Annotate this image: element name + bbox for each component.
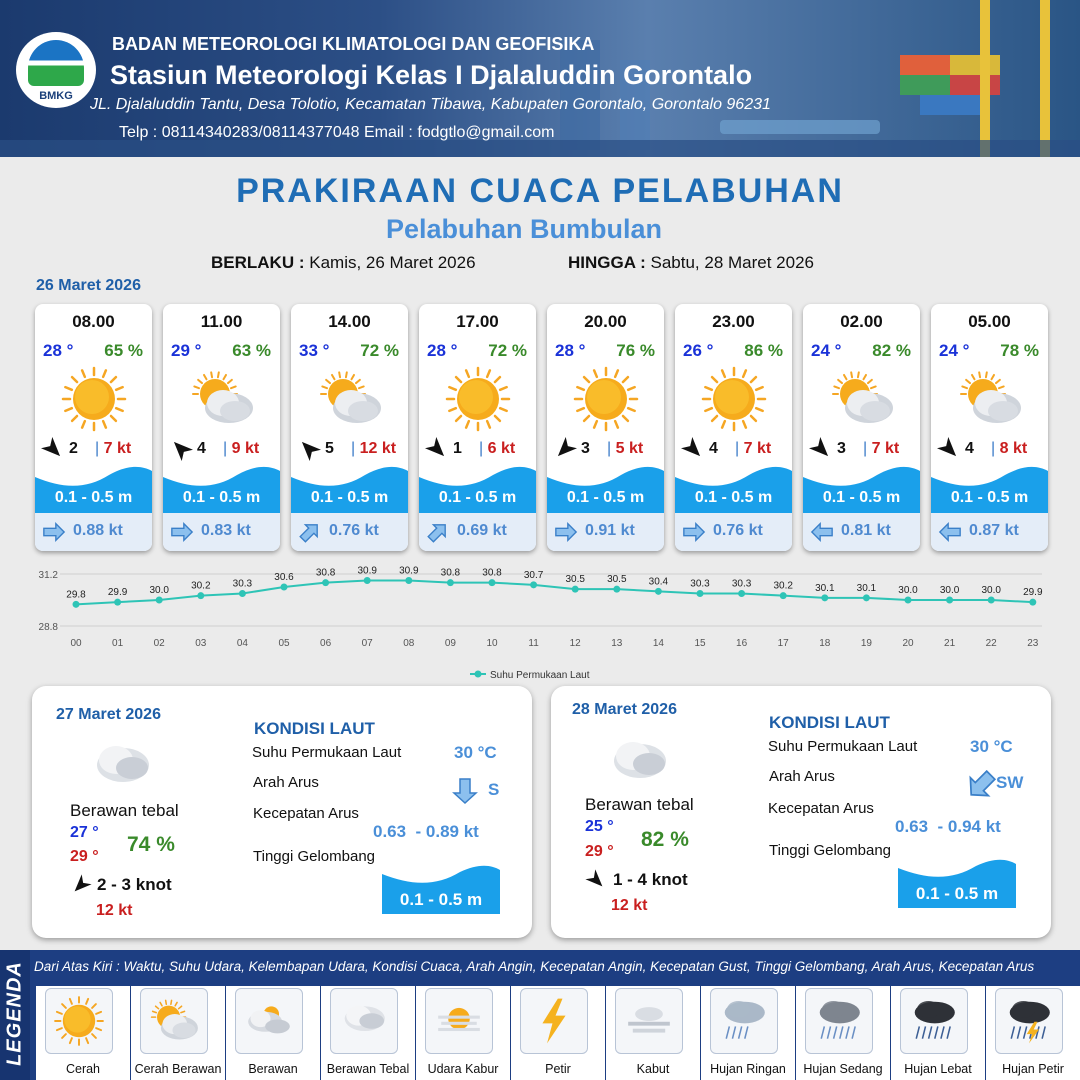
card-current-speed: 0.83 kt (201, 522, 251, 539)
sst-value: 30 °C (970, 737, 1013, 756)
partly-cloudy-icon (187, 366, 257, 432)
panel-humidity: 82 % (641, 828, 689, 851)
legend-item-label: Kabut (636, 1062, 670, 1076)
data-point (156, 597, 163, 604)
thunderstorm-icon (995, 988, 1063, 1054)
current-direction-value: SW (996, 773, 1024, 792)
legend-item-label: Cerah (65, 1062, 101, 1076)
card-wind (425, 437, 531, 461)
card-humidity: 63 % (232, 341, 271, 360)
data-label: 30.2 (773, 580, 793, 592)
x-tick-label: 02 (153, 638, 165, 649)
card-temperature: 29 ° (171, 341, 202, 360)
overcast-icon (90, 738, 154, 793)
legend-label: Suhu Permukaan Laut (490, 670, 590, 681)
card-time: 20.00 (584, 312, 627, 331)
legend-item-label: Berawan Tebal (326, 1062, 410, 1076)
data-point (489, 579, 496, 586)
x-tick-label: 21 (944, 638, 956, 649)
panel-condition: Berawan tebal (585, 795, 694, 814)
agency-name: BADAN METEOROLOGI KLIMATOLOGI DAN GEOFISIKA (112, 34, 595, 54)
x-tick-label: 16 (736, 638, 748, 649)
data-label: 30.9 (399, 565, 419, 577)
legend-item (606, 986, 700, 1080)
x-tick-label: 10 (486, 638, 498, 649)
data-label: 30.0 (898, 585, 918, 596)
card-wind (681, 437, 787, 461)
wave-label: Tinggi Gelombang (253, 848, 376, 865)
day-panel-28 (551, 686, 1051, 938)
partly-cloudy-icon (140, 988, 208, 1054)
legend-item (416, 986, 510, 1080)
legend-item-label: Hujan Petir (1002, 1062, 1064, 1076)
valid-until: HINGGA : Sabtu, 28 Maret 2026 (568, 253, 815, 272)
cloudy-icon (235, 988, 303, 1054)
card-humidity: 76 % (616, 341, 655, 360)
card-current-speed: 0.81 kt (841, 522, 891, 539)
card-current (675, 513, 792, 551)
kondisi-laut-title: KONDISI LAUT (254, 719, 375, 738)
legend-item (36, 986, 130, 1080)
day1-date: 26 Maret 2026 (36, 277, 141, 294)
card-current (931, 513, 1048, 551)
card-wind-speed: 2 (69, 440, 78, 457)
data-label: 30.3 (731, 578, 752, 590)
card-wind (297, 437, 403, 461)
card-wave-height: 0.1 - 0.5 m (310, 489, 389, 506)
card-current-speed: 0.88 kt (73, 522, 123, 539)
data-point (946, 597, 953, 604)
data-label: 30.1 (815, 582, 835, 594)
x-tick-label: 08 (403, 638, 415, 649)
data-label: 30.0 (149, 585, 169, 596)
data-point (114, 599, 121, 606)
card-temperature: 28 ° (43, 341, 74, 360)
legend-title: LEGENDA (3, 961, 26, 1066)
sun-icon (699, 366, 769, 432)
card-humidity: 86 % (744, 341, 783, 360)
data-label: 30.8 (315, 567, 336, 579)
day-panel-27 (32, 686, 532, 938)
card-current (803, 513, 920, 551)
card-current (163, 513, 280, 551)
card-wind-speed: 1 (453, 440, 462, 457)
legend-item-label: Hujan Ringan (710, 1062, 786, 1076)
station-contact: Telp : 08114340283/08114377048 Email : fodgtlo@gmail.com (119, 124, 555, 141)
card-wave-height: 0.1 - 0.5 m (822, 489, 901, 506)
data-label: 30.2 (191, 580, 211, 592)
card-wind (553, 437, 659, 461)
partly-cloudy-icon (955, 366, 1025, 432)
forecast-card (547, 304, 664, 551)
partly-cloudy-icon (315, 366, 385, 432)
data-label: 30.8 (440, 567, 461, 579)
wind-direction-icon (41, 437, 65, 461)
card-time: 05.00 (968, 312, 1011, 331)
forecast-card (419, 304, 536, 551)
panel-wind: 1 - 4 knot (613, 870, 688, 889)
overcast-icon (330, 988, 398, 1054)
x-tick-label: 22 (985, 638, 997, 649)
wind-direction-icon (809, 437, 833, 461)
legend-item (131, 986, 225, 1080)
current-direction-icon (810, 521, 834, 543)
wave-label: Tinggi Gelombang (769, 842, 892, 859)
card-wave-height: 0.1 - 0.5 m (438, 489, 517, 506)
light-rain-icon (710, 988, 778, 1054)
haze-icon (425, 988, 493, 1054)
card-wave-height: 0.1 - 0.5 m (182, 489, 261, 506)
card-wind-speed: 3 (837, 440, 846, 457)
current-direction-value: S (488, 780, 500, 799)
data-label: 30.4 (648, 576, 669, 588)
sun-icon (45, 988, 113, 1054)
card-current-speed: 0.87 kt (969, 522, 1019, 539)
legend-item (226, 986, 320, 1080)
data-label: 29.8 (66, 589, 86, 601)
card-temperature: 26 ° (683, 341, 714, 360)
card-humidity: 82 % (872, 341, 911, 360)
card-wave-height: 0.1 - 0.5 m (950, 489, 1029, 506)
legend-item-label: Udara Kabur (427, 1062, 499, 1076)
card-gust: | 6 kt (479, 440, 516, 457)
data-point (447, 579, 454, 586)
wind-direction-icon (425, 437, 449, 461)
data-label: 30.9 (357, 565, 377, 577)
data-point (239, 590, 246, 597)
card-temperature: 24 ° (811, 341, 842, 360)
forecast-card (163, 304, 280, 551)
wind-direction-icon (937, 437, 961, 461)
panel-gust: 12 kt (96, 902, 133, 919)
x-tick-label: 04 (236, 638, 248, 649)
data-point (364, 577, 371, 584)
panel-humidity: 74 % (127, 833, 175, 856)
panel-date: 28 Maret 2026 (572, 701, 677, 718)
current-speed-value: 0.63 - 0.94 kt (895, 817, 1001, 836)
bmkg-logo: BMKG (16, 32, 96, 108)
card-wind-speed: 5 (325, 440, 334, 457)
card-humidity: 78 % (1000, 341, 1039, 360)
card-current-speed: 0.91 kt (585, 522, 635, 539)
data-point (281, 584, 288, 591)
data-point (197, 592, 204, 599)
data-label: 30.3 (690, 578, 710, 590)
legend-item (701, 986, 795, 1080)
data-label: 30.5 (607, 574, 627, 586)
card-gust: | 7 kt (95, 440, 132, 457)
overcast-icon (607, 734, 671, 789)
data-point (863, 594, 870, 601)
data-label: 30.7 (523, 569, 544, 581)
legend-item (321, 986, 415, 1080)
card-wind (169, 437, 275, 461)
card-temperature: 28 ° (555, 341, 586, 360)
current-direction-label: Arah Arus (769, 768, 835, 785)
data-label: 30.5 (565, 574, 585, 586)
current-speed-label: Kecepatan Arus (768, 800, 874, 817)
sst-chart (0, 560, 1080, 688)
x-tick-label: 13 (611, 638, 623, 649)
x-tick-label: 05 (278, 638, 290, 649)
data-label: 30.8 (482, 567, 502, 579)
current-direction-icon (554, 521, 578, 543)
fog-icon (615, 988, 683, 1054)
legend-item-label: Berawan (248, 1062, 298, 1076)
legend-item (986, 986, 1080, 1080)
card-wind-speed: 3 (581, 440, 590, 457)
header-banner (0, 0, 1080, 157)
current-direction-icon (682, 521, 706, 543)
legend-sidebar (0, 950, 30, 1080)
data-point (322, 579, 329, 586)
card-time: 23.00 (712, 312, 755, 331)
forecast-card (291, 304, 408, 551)
card-wave-height: 0.1 - 0.5 m (566, 489, 645, 506)
x-tick-label: 11 (528, 638, 539, 649)
card-humidity: 65 % (104, 341, 143, 360)
legend-item-label: Cerah Berawan (134, 1062, 222, 1076)
card-time: 11.00 (200, 312, 243, 331)
panel-temp-min: 25 ° (585, 818, 614, 835)
wind-direction-icon (681, 437, 705, 461)
sun-icon (59, 366, 129, 432)
card-wind (937, 437, 1043, 461)
data-point (572, 586, 579, 593)
current-direction-icon (170, 521, 194, 543)
data-label: 30.0 (939, 585, 960, 596)
panel-condition: Berawan tebal (70, 801, 179, 820)
card-gust: | 5 kt (607, 440, 644, 457)
legend-item (511, 986, 605, 1080)
wind-direction-icon (585, 869, 607, 891)
y-tick-label: 31.2 (38, 570, 58, 581)
x-tick-label: 06 (320, 638, 332, 649)
panel-date: 27 Maret 2026 (56, 706, 161, 723)
current-direction-icon (966, 770, 996, 800)
panel-temp-max: 29 ° (70, 848, 99, 865)
x-tick-label: 17 (777, 638, 789, 649)
legend-item (796, 986, 890, 1080)
forecast-card (35, 304, 152, 551)
x-tick-label: 03 (195, 638, 207, 649)
sst-label: Suhu Permukaan Laut (252, 744, 402, 761)
card-time: 17.00 (456, 312, 499, 331)
x-tick-label: 23 (1027, 638, 1039, 649)
card-time: 14.00 (328, 312, 371, 331)
card-wind (41, 437, 147, 461)
card-wave-height: 0.1 - 0.5 m (54, 489, 133, 506)
sun-icon (571, 366, 641, 432)
data-label: 29.9 (1023, 587, 1043, 599)
card-wind-speed: 4 (965, 440, 974, 457)
card-gust: | 7 kt (863, 440, 900, 457)
legend-item (891, 986, 985, 1080)
wave-value: 0.1 - 0.5 m (915, 884, 999, 903)
card-current (291, 513, 408, 551)
x-tick-label: 18 (819, 638, 831, 649)
sst-label: Suhu Permukaan Laut (768, 738, 918, 755)
card-current-speed: 0.69 kt (457, 522, 507, 539)
current-direction-icon (42, 521, 66, 543)
data-label: 30.0 (981, 585, 1001, 596)
x-tick-label: 07 (361, 638, 373, 649)
card-humidity: 72 % (360, 341, 399, 360)
card-wave-height: 0.1 - 0.5 m (694, 489, 773, 506)
card-time: 02.00 (840, 312, 883, 331)
card-gust: | 7 kt (735, 440, 772, 457)
current-speed-value: 0.63 - 0.89 kt (373, 822, 479, 841)
x-tick-label: 00 (70, 638, 82, 649)
sun-icon (443, 366, 513, 432)
card-gust: | 8 kt (991, 440, 1028, 457)
kondisi-laut-title: KONDISI LAUT (769, 713, 890, 732)
panel-wind: 2 - 3 knot (97, 875, 172, 894)
card-current (35, 513, 152, 551)
y-tick-label: 28.8 (38, 622, 58, 633)
data-point (988, 597, 995, 604)
station-address: JL. Djalaluddin Tantu, Desa Tolotio, Kecamatan Tibawa, Kabupaten Gorontalo, Gorontalo 96231 (90, 96, 771, 113)
port-name: Pelabuhan Bumbulan (385, 214, 663, 244)
data-label: 29.9 (107, 587, 128, 599)
x-tick-label: 15 (694, 638, 706, 649)
legend-item-label: Hujan Lebat (904, 1062, 972, 1076)
current-speed-label: Kecepatan Arus (253, 805, 359, 822)
card-current-speed: 0.76 kt (713, 522, 763, 539)
data-point (780, 592, 787, 599)
legend-marker (475, 671, 482, 678)
lightning-icon (520, 988, 588, 1054)
card-temperature: 33 ° (299, 341, 330, 360)
data-point (530, 581, 537, 588)
panel-temp-max: 29 ° (585, 843, 614, 860)
card-gust: | 12 kt (351, 440, 397, 457)
current-direction-icon (452, 776, 478, 806)
data-label: 30.1 (856, 582, 877, 594)
x-tick-label: 14 (652, 638, 664, 649)
forecast-card (803, 304, 920, 551)
current-direction-icon (938, 521, 962, 543)
data-point (73, 601, 80, 608)
data-point (821, 594, 828, 601)
x-tick-label: 19 (860, 638, 872, 649)
moderate-rain-icon (805, 988, 873, 1054)
panel-temp-min: 27 ° (70, 824, 99, 841)
current-direction-label: Arah Arus (253, 774, 319, 791)
card-wind-speed: 4 (197, 440, 206, 457)
legend-description: Dari Atas Kiri : Waktu, Suhu Udara, Kelembapan Udara, Kondisi Cuaca, Arah Angin, Kecepatan Angin, Kecepatan Gust, Tinggi Gelombang, Arah Arus, Kecepatan Arus (34, 959, 1035, 974)
sst-value: 30 °C (454, 743, 497, 762)
forecast-card (931, 304, 1048, 551)
partly-cloudy-icon (827, 366, 897, 432)
current-direction-icon (298, 521, 322, 543)
forecast-card (675, 304, 792, 551)
card-gust: | 9 kt (223, 440, 260, 457)
data-point (655, 588, 662, 595)
legend-item-label: Hujan Sedang (803, 1062, 883, 1076)
wind-direction-icon (70, 874, 92, 896)
x-tick-label: 20 (902, 638, 914, 649)
x-tick-label: 09 (444, 638, 456, 649)
heavy-rain-icon (900, 988, 968, 1054)
card-time: 08.00 (72, 312, 115, 331)
x-tick-label: 01 (112, 638, 124, 649)
data-label: 30.3 (232, 578, 253, 590)
card-current (547, 513, 664, 551)
card-temperature: 24 ° (939, 341, 970, 360)
data-point (697, 590, 704, 597)
wind-direction-icon (297, 437, 321, 461)
data-point (613, 586, 620, 593)
panel-gust: 12 kt (611, 897, 648, 914)
data-point (905, 597, 912, 604)
valid-from: BERLAKU : Kamis, 26 Maret 2026 (211, 253, 476, 272)
legend (0, 950, 1080, 1080)
page-title: PRAKIRAAN CUACA PELABUHAN (236, 172, 844, 210)
card-temperature: 28 ° (427, 341, 458, 360)
wind-direction-icon (553, 437, 577, 461)
legend-item-label: Petir (545, 1062, 571, 1076)
x-tick-label: 12 (569, 638, 581, 649)
card-current (419, 513, 536, 551)
card-wind-speed: 4 (709, 440, 718, 457)
data-point (738, 590, 745, 597)
card-current-speed: 0.76 kt (329, 522, 379, 539)
current-direction-icon (426, 521, 450, 543)
card-humidity: 72 % (488, 341, 527, 360)
data-point (1029, 599, 1036, 606)
wave-value: 0.1 - 0.5 m (399, 890, 483, 909)
wind-direction-icon (169, 437, 193, 461)
station-name: Stasiun Meteorologi Kelas I Djalaluddin Gorontalo (110, 60, 753, 90)
card-wind (809, 437, 915, 461)
data-label: 30.6 (274, 572, 294, 583)
data-point (405, 577, 412, 584)
